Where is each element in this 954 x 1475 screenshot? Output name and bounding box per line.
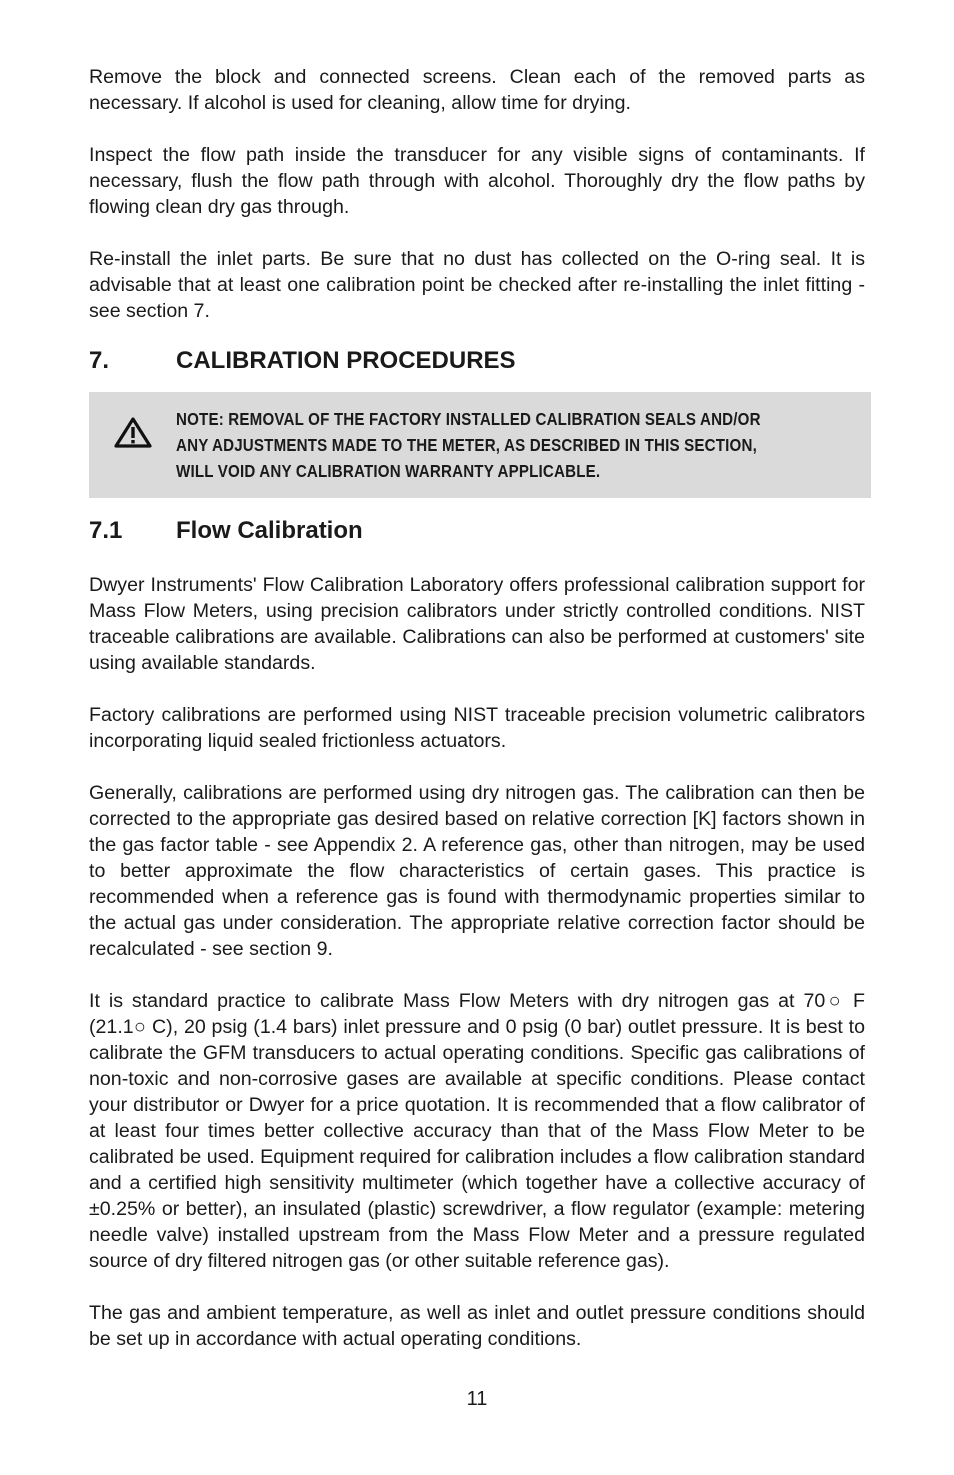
paragraph: Re-install the inlet parts. Be sure that no dust has collected on the O-ring seal. It is advisable that at least one calibration point be checked after re-installing the inlet fitting - see section 7. xyxy=(89,248,865,322)
section-number: 7. xyxy=(89,347,110,374)
paragraph: Dwyer Instruments' Flow Calibration Laboratory offers professional calibration support for Mass Flow Meters, using precision calibrators under strictly controlled conditions. NIST traceable calibrations are available. Calibrations can also be performed at customers' site using available standards. xyxy=(89,574,865,674)
page-number: 11 xyxy=(466,1388,488,1410)
section-heading xyxy=(89,346,865,376)
warning-triangle-icon xyxy=(89,406,176,448)
paragraph: The gas and ambient temperature, as well as inlet and outlet pressure conditions should be set up in accordance with actual operating conditions. xyxy=(89,1302,865,1350)
paragraph: Remove the block and connected screens. Clean each of the removed parts as necessary. If alcohol is used for cleaning, allow time for drying. xyxy=(89,66,865,114)
subsection-number: 7.1 xyxy=(89,517,123,544)
subsection-title: Flow Calibration xyxy=(176,517,363,544)
paragraph: Generally, calibrations are performed using dry nitrogen gas. The calibration can then be corrected to the appropriate gas desired based on relative correction [K] factors shown in the gas factor table - see Appendix 2. A reference gas, other than nitrogen, may be used to better approximate the flow characteristics of certain gases. This practice is recommended when a reference gas is found with thermodynamic properties similar to the actual gas under consideration. The appropriate relative correction factor should be recalculated - see section 9. xyxy=(89,782,865,960)
paragraph: Inspect the flow path inside the transducer for any visible signs of contaminants. If necessary, flush the flow path through with alcohol. Thoroughly dry the flow paths by flowing clean dry gas through. xyxy=(89,144,865,218)
warning-note-box xyxy=(89,392,871,498)
page-content xyxy=(89,64,865,1352)
paragraph: Factory calibrations are performed using NIST traceable precision volumetric calibrators incorporating liquid sealed frictionless actuators. xyxy=(89,704,865,752)
paragraph: It is standard practice to calibrate Mass Flow Meters with dry nitrogen gas at 70○ F (21.1○ C), 20 psig (1.4 bars) inlet pressure and 0 psig (0 bar) outlet pressure. It is best to calibrate the GFM transducers to actual operating conditions. Specific gas calibrations of non-toxic and non-corrosive gases are available at specific conditions. Please contact your distributor or Dwyer for a price quotation. It is recommended that a flow calibrator of at least four times better collective accuracy than that of the Mass Flow Meter to be calibrated be used. Equipment required for calibration includes a flow calibration standard and a certified high sensitivity multimeter (which together have a collective accuracy of ±0.25% or better), an insulated (plastic) screwdriver, a flow regulator (example: metering needle valve) installed upstream from the Mass Flow Meter and a pressure regulated source of dry filtered nitrogen gas (or other suitable reference gas). xyxy=(89,990,865,1272)
section-title: CALIBRATION PROCEDURES xyxy=(176,347,516,374)
warning-note-text: NOTE: REMOVAL OF THE FACTORY INSTALLED CALIBRATION SEALS AND/OR ANY ADJUSTMENTS MADE TO THE METER, AS DESCRIBED IN THIS SECTION, WILL VOID ANY CALIBRATION WARRANTY APPLICABLE. xyxy=(176,409,761,481)
subsection-heading xyxy=(89,516,865,546)
